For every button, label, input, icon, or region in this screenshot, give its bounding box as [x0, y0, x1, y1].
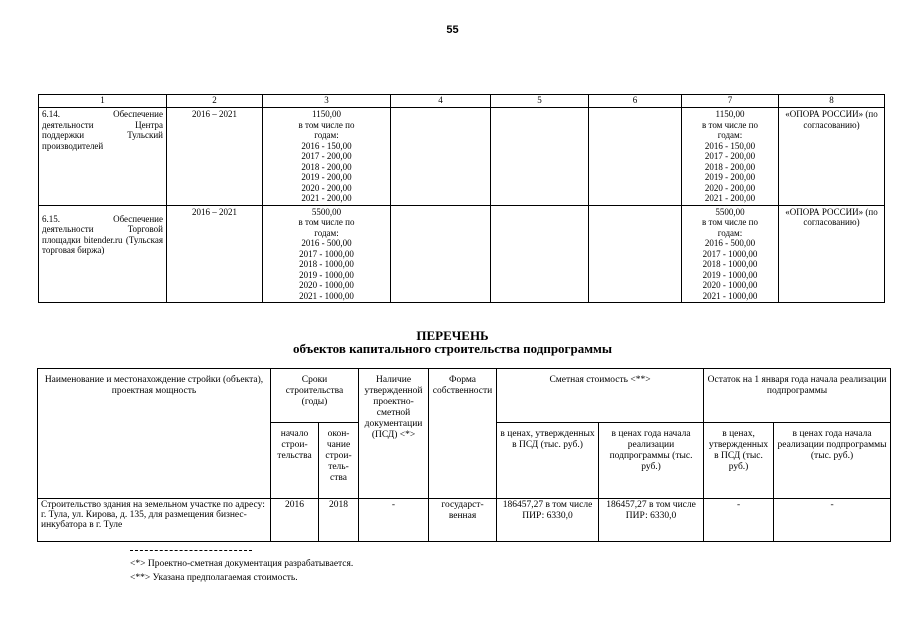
header-row-1 — [38, 369, 891, 423]
empty-cell — [491, 205, 589, 303]
header-rest-psd: в ценах, утвержденных в ПСД (тыс. руб.) — [704, 423, 774, 499]
activity-period: 2016 – 2021 — [167, 108, 263, 206]
activity-name: 6.15. Обеспечение деятельности Торговой площадки bitender.ru (Тульская торговая биржа) — [39, 205, 167, 303]
header-start: начало строительства — [271, 423, 319, 499]
col-header-8: 8 — [779, 95, 885, 108]
construction-end: 2018 — [319, 499, 359, 542]
header-rest-start: в ценах года начала реализации подпрограммы (тыс. руб.) — [774, 423, 891, 499]
header-end: окончание строительства — [319, 423, 359, 499]
page-number: 55 — [446, 24, 459, 36]
activity-total: 5500,00 в том числе по годам: 2016 - 500,00 2017 - 1000,00 2018 - 1000,00 2019 - 1000,00 2020 - 1000,00 2021 - 1000,00 — [263, 205, 391, 303]
empty-cell — [391, 108, 491, 206]
capital-construction-table — [37, 368, 891, 542]
activity-executor: «ОПОРА РОССИИ» (по согласованию) — [779, 108, 885, 206]
col-header-4: 4 — [391, 95, 491, 108]
cost-psd: 186457,27 в том числе ПИР: 6330,0 — [497, 499, 599, 542]
cost-start: 186457,27 в том числе ПИР: 6330,0 — [599, 499, 704, 542]
header-object-name: Наименование и местонахождение стройки (объекта), проектная мощность — [38, 369, 271, 499]
activity-col7-total: 1150,00 в том числе по годам: 2016 - 150,00 2017 - 200,00 2018 - 200,00 2019 - 200,00 2020 - 200,00 2021 - 200,00 — [682, 108, 779, 206]
empty-cell — [589, 205, 682, 303]
construction-start: 2016 — [271, 499, 319, 542]
header-estimated-cost: Сметная стоимость <**> — [497, 369, 704, 423]
header-cost-psd: в ценах, утвержденных в ПСД (тыс. руб.) — [497, 423, 599, 499]
table-row — [39, 108, 885, 206]
empty-cell — [491, 108, 589, 206]
activity-executor: «ОПОРА РОССИИ» (по согласованию) — [779, 205, 885, 303]
header-cost-start: в ценах года начала реализации подпрограммы (тыс. руб.) — [599, 423, 704, 499]
remaining-psd: - — [704, 499, 774, 542]
empty-cell — [589, 108, 682, 206]
header-psd: Наличие утвержденной проектно-сметной документации (ПСД) <*> — [359, 369, 429, 499]
col-header-7: 7 — [682, 95, 779, 108]
activities-table — [38, 94, 885, 303]
footnote-divider — [130, 550, 252, 551]
ownership-form: государственная — [429, 499, 497, 542]
object-name: Строительство здания на земельном участке по адресу: г. Тула, ул. Кирова, д. 135, для размещения бизнес-инкубатора в г. Туле — [38, 499, 271, 542]
psd-availability: - — [359, 499, 429, 542]
remaining-start: - — [774, 499, 891, 542]
col-header-1: 1 — [39, 95, 167, 108]
col-header-5: 5 — [491, 95, 589, 108]
col-header-3: 3 — [263, 95, 391, 108]
activity-period: 2016 – 2021 — [167, 205, 263, 303]
header-remaining: Остаток на 1 января года начала реализации подпрограммы — [704, 369, 891, 423]
activity-name: 6.14. Обеспечение деятельности Центра поддержки Тульский производителей — [39, 108, 167, 206]
table-row — [39, 205, 885, 303]
empty-cell — [391, 205, 491, 303]
activity-total: 1150,00 в том числе по годам: 2016 - 150,00 2017 - 200,00 2018 - 200,00 2019 - 200,00 2020 - 200,00 2021 - 200,00 — [263, 108, 391, 206]
column-number-row — [39, 95, 885, 108]
footnote-1: <*> Проектно-сметная документация разрабатывается. — [130, 559, 354, 569]
activity-col7-total: 5500,00 в том числе по годам: 2016 - 500,00 2017 - 1000,00 2018 - 1000,00 2019 - 1000,00 2020 - 1000,00 2021 - 1000,00 — [682, 205, 779, 303]
footnotes — [130, 550, 353, 585]
col-header-6: 6 — [589, 95, 682, 108]
title-line-2: объектов капитального строительства подпрограммы — [292, 341, 613, 356]
header-ownership: Форма собственности — [429, 369, 497, 499]
header-terms: Сроки строительства (годы) — [271, 369, 359, 423]
section-title — [0, 329, 905, 355]
table-row — [38, 499, 891, 542]
col-header-2: 2 — [167, 95, 263, 108]
footnote-2: <**> Указана предполагаемая стоимость. — [130, 573, 298, 583]
title-line-1: ПЕРЕЧЕНЬ — [416, 328, 489, 343]
